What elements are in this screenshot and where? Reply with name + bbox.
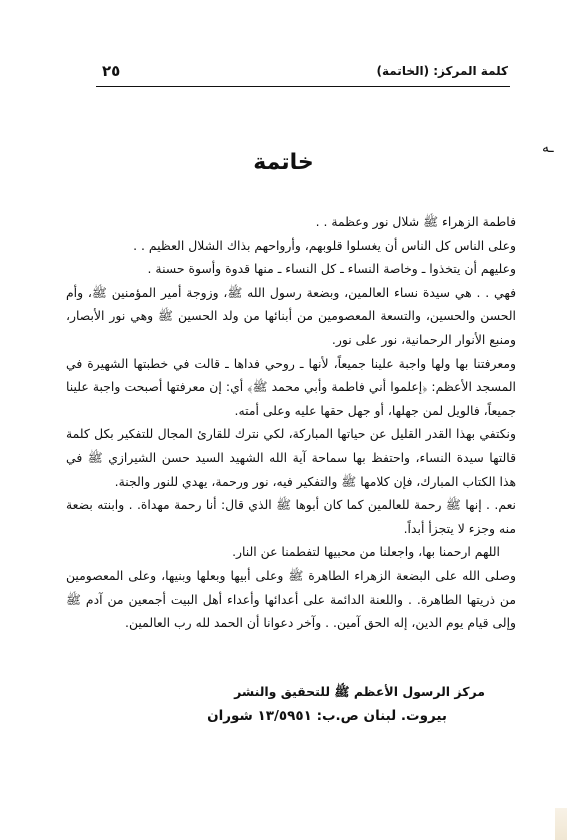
paragraph: فاطمة الزهراء ﷺ شلال نور وعظمة . . [315,214,516,229]
running-title: كلمة المركز: (الخاتمة) [376,64,508,78]
body-text [66,210,516,635]
signature: مركز الرسول الأعظم ﷺ للتحقيق والنشر [234,684,485,699]
chapter-title: خاتمة [253,150,314,175]
paragraph: فهي . . هي سيدة نساء العالمين، وبضعة رسول الله ﷺ، وزوجة أمير المؤمنين ﷺ، وأم الحسن والحسين، والتسعة المعصومين من أبنائها من ولد الحسين ﷺ وهي نور الأبصار، ومنبع الأنوار الرحمانية، نور على نور. [66,284,516,347]
header-rule [96,86,510,87]
paragraph: نعم. . إنها ﷺ رحمة للعالمين كما كان أبوها ﷺ الذي قال: أنا رحمة مهداة. . وابنته بضعة منه وجزء لا يتجزأ أبداً. [66,497,516,536]
paragraph: ومعرفتنا بها ولها واجبة علينا جميعاً، لأنها ـ روحي فداها ـ قالت في خطبتها الشهيرة في المسجد الأعظم: ﴿إعلموا أني فاطمة وأبي محمد ﷺ﴾ أي: إن معرفتها أصبحت واجبة علينا جميعاً، فالويل لمن جهلها، أو جهل حقها عليه وعلى أمته. [66,355,516,418]
page-number: ٢٥ [102,62,121,80]
margin-mark: ـه [542,140,554,156]
paragraph: وعلى الناس كل الناس أن يغسلوا قلوبهم، وأرواحهم بذاك الشلال العظيم . . [133,237,516,253]
paragraph: ونكتفي بهذا القدر القليل عن حياتها المباركة، لكي نترك للقارئ المجال للتفكير بكل كلمة قالتها سيدة النساء، واحتفظ بها سماحة آية الله الشهيد السيد حسن الشيرازي ﷺ في هذا الكتاب المبارك، فإن كلامها ﷺ والتفكير فيه، نور ورحمة، يهدي للنور والجنة. [66,426,516,489]
paragraph: وصلى الله على البضعة الزهراء الطاهرة ﷺ وعلى أبيها وبعلها وبنيها، وعلى المعصومين من ذريتها الطاهرة. . واللعنة الدائمة على أعدائها وأعداء أهل البيت أجمعين من آدم ﷺ وإلى قيام يوم الدين، إله الحق آمين. . وآخر دعوانا أن الحمد لله رب العالمين. [66,567,516,631]
page-edge-stain [555,808,567,840]
paragraph-prayer: اللهم ارحمنا بها، واجعلنا من محبيها لتفطمنا عن النار. [232,544,500,560]
address: بيروت. لبنان ص.ب: ١٣/٥٩٥١ شوران [207,708,447,724]
paragraph: وعليهم أن يتخذوا ـ وخاصة النساء ـ كل النساء ـ منها قدوة وأسوة حسنة . [147,261,516,277]
page-header [96,60,510,86]
